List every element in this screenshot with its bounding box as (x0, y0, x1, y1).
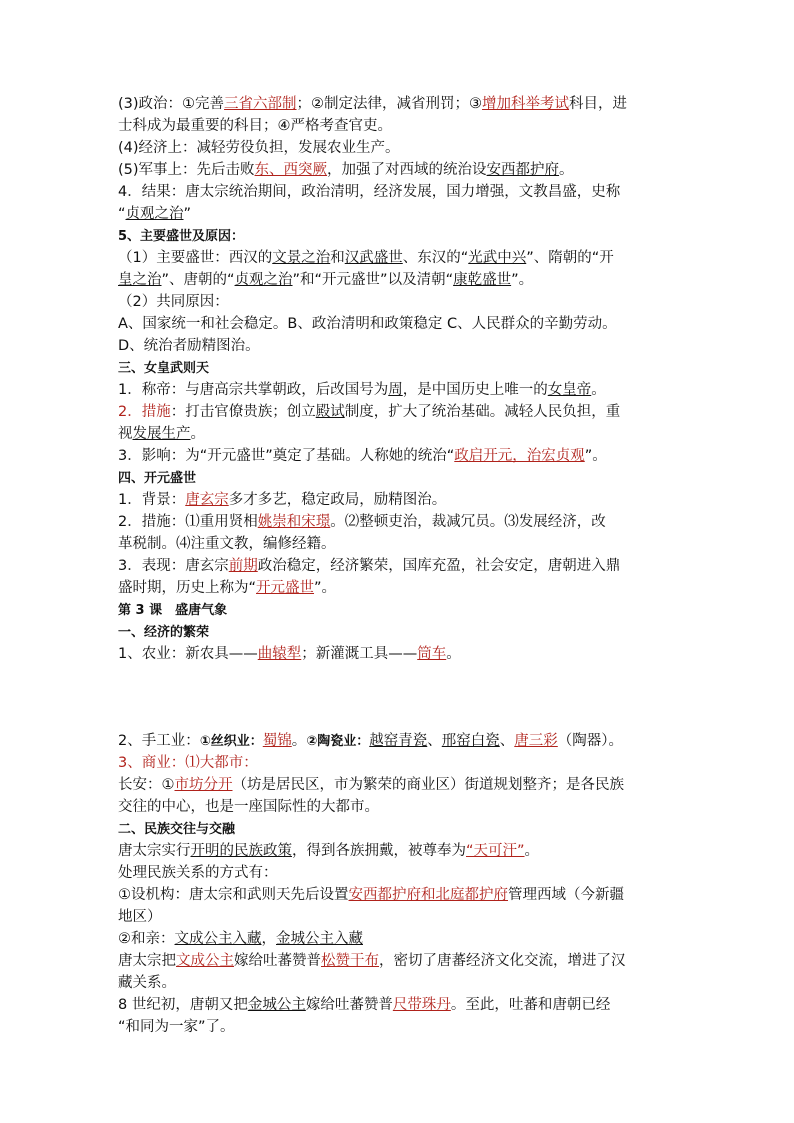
text-segment: 3、商业：⑴大都市： (118, 755, 258, 771)
text-segment: （坊是居民区，市为繁荣的商业区）街道规划整齐；是各民族 (232, 777, 624, 793)
text-line (118, 994, 688, 1016)
text-line (118, 774, 688, 796)
text-line (118, 511, 688, 533)
text-line (118, 1016, 688, 1038)
text-segment: （1）主要盛世：西汉的 (118, 250, 273, 266)
text-line (118, 467, 688, 489)
document-page (118, 93, 688, 1038)
text-segment: 和 (330, 250, 345, 266)
text-segment: ， (261, 931, 276, 947)
text-segment: D、统治者励精图治。 (118, 338, 260, 354)
text-segment: ”、隋朝的“开 (526, 250, 614, 266)
blank-gap (118, 665, 688, 730)
text-line (118, 489, 688, 511)
text-segment: 。 (190, 426, 205, 442)
text-segment: ①设机构：唐太宗和武则天先后设置 (118, 887, 349, 903)
text-segment: 邢窑白瓷 (441, 733, 500, 749)
text-line (118, 643, 688, 665)
text-segment: “ (118, 206, 126, 222)
text-segment: 唐太宗把 (118, 953, 176, 969)
text-segment: 2．措施 (118, 404, 171, 420)
text-segment: 文景之治 (272, 250, 331, 266)
text-segment: 管理西域（今新疆 (508, 887, 624, 903)
text-segment: 政启开元，治宏贞观 (454, 448, 585, 464)
text-line (118, 818, 688, 840)
text-segment: ；②制定法律，减省刑罚；③ (296, 96, 483, 112)
text-segment: A、国家统一和社会稳定。B、政治清明和政策稳定 C、人民群众的辛勤劳动。 (118, 316, 617, 332)
text-segment: 2、手工业： (118, 733, 200, 749)
text-line (118, 928, 688, 950)
text-segment: ；新灌溉工具—— (301, 646, 418, 662)
text-line (118, 533, 688, 555)
text-segment: 二、民族交往与交融 (118, 822, 236, 837)
text-line (118, 599, 688, 621)
text-line (118, 181, 688, 203)
text-line (118, 445, 688, 467)
text-segment: ”。 (314, 580, 337, 596)
text-segment: 1、农业：新农具—— (118, 646, 258, 662)
text-segment: ：打击官僚贵族；创立 (170, 404, 316, 420)
text-segment: （2）共同原因： (118, 294, 229, 310)
text-line (118, 159, 688, 181)
text-line (118, 423, 688, 445)
text-segment: 蜀锦 (262, 733, 292, 749)
text-segment: 。 (291, 733, 307, 749)
text-segment: “天可汗” (466, 843, 525, 859)
text-segment: 皇之治 (118, 272, 162, 288)
text-segment: 。 (591, 382, 606, 398)
text-segment: 1．称帝：与唐高宗共掌朝政，后改国号为 (118, 382, 389, 398)
text-segment: (4)经济上：减轻劳役负担，发展农业生产。 (118, 140, 400, 156)
text-segment: 光武中兴 (468, 250, 527, 266)
text-segment: ②和亲： (118, 931, 175, 947)
text-line (118, 247, 688, 269)
text-segment: ②陶瓷业： (306, 734, 370, 749)
text-segment: ”。 (584, 448, 607, 464)
text-line (118, 906, 688, 928)
text-segment: 唐玄宗 (185, 492, 229, 508)
text-segment: 松赞干布 (321, 953, 379, 969)
text-segment: ”。 (511, 272, 534, 288)
text-segment: ，得到各族拥戴，被尊奉为 (292, 843, 466, 859)
text-segment: 科目，进 (569, 96, 628, 112)
text-segment: 东、西突厥 (254, 162, 328, 178)
text-segment: (3)政治：①完善 (118, 96, 225, 112)
text-segment: 3．表现：唐玄宗 (118, 558, 229, 574)
text-segment: 开明的民族政策 (190, 843, 292, 859)
text-segment: 藏关系。 (118, 975, 176, 991)
text-segment: 唐三彩 (514, 733, 558, 749)
text-segment: 女皇帝 (547, 382, 592, 398)
text-segment: 嫁给吐蕃赞普 (234, 953, 321, 969)
text-segment: 革税制。⑷注重文教，编修经籍。 (118, 536, 336, 552)
text-segment: 筒车 (417, 646, 447, 662)
text-line (118, 203, 688, 225)
text-line (118, 840, 688, 862)
text-segment: 越窑青瓷 (369, 733, 428, 749)
text-segment: 交往的中心，也是一座国际性的大都市。 (118, 799, 379, 815)
text-segment: 5、主要盛世及原因： (118, 229, 245, 244)
text-segment: 唐太宗实行 (118, 843, 191, 859)
text-segment: ，是中国历史上唯一的 (402, 382, 548, 398)
text-segment: 殿试 (315, 404, 345, 420)
text-segment: 8 世纪初，唐朝又把 (118, 997, 248, 1013)
text-line (118, 555, 688, 577)
text-line (118, 621, 688, 643)
text-segment: 文成公主 (176, 953, 234, 969)
text-line (118, 379, 688, 401)
text-line (118, 577, 688, 599)
text-segment: 金城公主入藏 (276, 931, 363, 947)
text-segment: ①丝织业： (199, 734, 263, 749)
text-segment: 政治稳定，经济繁荣，国库充盈，社会安定，唐朝进入鼎 (257, 558, 621, 574)
text-line (118, 950, 688, 972)
text-segment: 三、女皇武则天 (118, 361, 210, 376)
text-segment: 曲辕犁 (257, 646, 302, 662)
text-segment: 、 (427, 733, 442, 749)
text-segment: 贞观之治 (234, 272, 293, 288)
text-segment: 周 (388, 382, 403, 398)
text-segment: 2．措施：⑴重用贤相 (118, 514, 258, 530)
text-line (118, 862, 688, 884)
text-line (118, 972, 688, 994)
text-segment: 贞观之治 (125, 206, 184, 222)
text-line (118, 291, 688, 313)
text-line (118, 93, 688, 115)
text-segment: 。 (524, 843, 540, 859)
text-segment: 市坊分开 (174, 777, 233, 793)
text-segment: 嫁给吐蕃赞普 (305, 997, 393, 1013)
text-line (118, 269, 688, 291)
text-segment: 姚崇和宋璟 (257, 514, 331, 530)
text-segment: 金城公主 (247, 997, 306, 1013)
text-line (118, 884, 688, 906)
text-segment: 安西都护府和北庭都护府 (348, 887, 508, 903)
text-line (118, 335, 688, 357)
text-segment: 长安：① (118, 777, 175, 793)
text-segment: 、 (499, 733, 515, 749)
text-segment: 安西都护府 (486, 162, 560, 178)
text-line (118, 115, 688, 137)
text-segment: 汉武盛世 (344, 250, 403, 266)
text-line (118, 357, 688, 379)
text-segment: 处理民族关系的方式有： (118, 865, 278, 881)
text-segment: 。至此，吐蕃和唐朝已经 (450, 997, 611, 1013)
text-line (118, 730, 688, 752)
text-segment: “和同为一家”了。 (118, 1019, 235, 1035)
text-line (118, 225, 688, 247)
text-segment: 增加科举考试 (482, 96, 570, 112)
text-segment: 开元盛世 (256, 580, 315, 596)
text-line (118, 313, 688, 335)
text-segment: 士科成为最重要的科目；④严格考查官吏。 (118, 118, 392, 134)
text-segment: ”和“开元盛世”以及清朝“ (292, 272, 454, 288)
text-segment: ，加强了对西域的统治设 (327, 162, 487, 178)
text-line (118, 137, 688, 159)
text-segment: 一、经济的繁荣 (118, 625, 210, 640)
text-segment: 地区） (118, 909, 162, 925)
text-line (118, 796, 688, 818)
text-segment: 三省六部制 (224, 96, 297, 112)
text-segment: (5)军事上：先后击败 (118, 162, 255, 178)
text-segment: 、东汉的“ (402, 250, 469, 266)
text-segment: 文成公主入藏 (174, 931, 262, 947)
text-segment: 第 3 课 盛唐气象 (118, 603, 228, 618)
text-segment: 视 (118, 426, 133, 442)
text-segment: 4．结果：唐太宗统治期间，政治清明，经济发展，国力增强，文教昌盛，史称 (118, 184, 621, 200)
text-segment: 。 (446, 646, 461, 662)
text-segment: 。 (559, 162, 574, 178)
text-line (118, 752, 688, 774)
text-line (118, 401, 688, 423)
text-segment: 制度，扩大了统治基础。减轻人民负担，重 (344, 404, 621, 420)
text-segment: 多才多艺，稳定政局，励精图治。 (228, 492, 447, 508)
text-segment: （陶器）。 (557, 733, 624, 749)
text-segment: 盛时期，历史上称为“ (118, 580, 257, 596)
text-segment: 康乾盛世 (453, 272, 512, 288)
text-segment: 发展生产 (132, 426, 191, 442)
text-segment: ”、唐朝的“ (161, 272, 235, 288)
text-segment: 3．影响：为“开元盛世”奠定了基础。人称她的统治“ (118, 448, 455, 464)
text-segment: 1．背景： (118, 492, 186, 508)
text-segment: ，密切了唐蕃经济文化交流，增进了汉 (379, 953, 626, 969)
text-segment: 四、开元盛世 (118, 471, 197, 486)
text-segment: 。⑵整顿吏治，裁减冗员。⑶发展经济，改 (330, 514, 606, 530)
text-segment: ” (183, 206, 192, 222)
text-segment: 尺带珠丹 (392, 997, 451, 1013)
text-segment: 前期 (228, 558, 258, 574)
